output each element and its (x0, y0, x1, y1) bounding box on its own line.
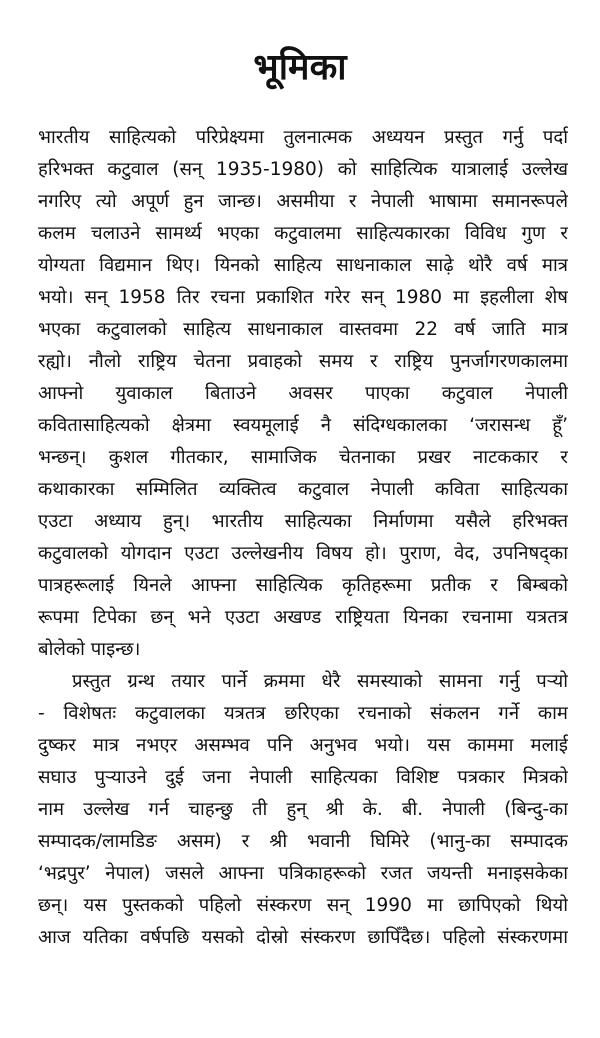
text-line: सघाउ पुऱ्याउने दुई जना नेपाली साहित्यका विशिष्ट पत्रकार मित्रको (38, 767, 568, 788)
text-line: योग्यता विद्यमान थिए। यिनको साहित्य साधनाकाल साढ़े थोरै वर्ष मात्र (38, 255, 568, 276)
text-line: भयो। सन् 1958 तिर रचना प्रकाशित गरेर सन् 1980 मा इहलीला शेष (38, 287, 568, 308)
text-line: पात्रहरूलाई यिनले आफ्ना साहित्यिक कृतिहरूमा प्रतीक र बिम्बको (38, 575, 568, 596)
paragraph-first-line: प्रस्तुत ग्रन्थ तयार पार्ने क्रममा धेरै समस्याको सामना गर्नु पऱ्यो (72, 671, 568, 692)
text-line: आफ्नो युवाकाल बिताउने अवसर पाएका कटुवाल नेपाली (38, 383, 568, 404)
text-line: ‘भद्रपुर’ नेपाल) जसले आफ्ना पत्रिकाहरूको रजत जयन्ती मनाइसकेका (38, 863, 568, 884)
text-line: कवितासाहित्यको क्षेत्रमा स्वयमूलाई नै संदिग्धकालका ‘जरासन्ध हूँ’ (38, 415, 568, 436)
paragraph-end-line: बोलेको पाइन्छ। (38, 639, 141, 660)
text-line: एउटा अध्याय हुन्। भारतीय साहित्यका निर्माणमा यसैले हरिभक्त (38, 511, 568, 532)
text-line: रह्यो। नौलो राष्ट्रिय चेतना प्रवाहको समय र राष्ट्रिय पुनर्जागरणकालमा (38, 351, 568, 372)
text-line: कथाकारका सम्मिलित व्यक्तित्व कटुवाल नेपाली कविता साहित्यका (38, 479, 568, 500)
text-line: रूपमा टिपेका छन् भने एउटा अखण्ड राष्ट्रियता यिनका रचनामा यत्रतत्र (38, 607, 568, 628)
text-line: कटुवालको योगदान एउटा उल्लेखनीय विषय हो। पुराण, वेद, उपनिषद्का (38, 543, 568, 564)
text-line: सम्पादक/लामडिङ असम) र श्री भवानी घिमिरे (भानु-का सम्पादक (38, 831, 568, 852)
preface-body (38, 122, 568, 954)
text-line: भएका कटुवालको साहित्य साधनाकाल वास्तवमा 22 वर्ष जाति मात्र (38, 319, 568, 340)
page-title: भूमिका (253, 47, 347, 88)
text-line: - विशेषतः कटुवालका यत्रतत्र छरिएका रचनाको संकलन गर्ने काम (38, 703, 568, 724)
text-line: आज यतिका वर्षपछि यसको दोस्रो संस्करण छापिँदैछ। पहिलो संस्करणमा (38, 927, 568, 948)
text-line: कलम चलाउने सामर्थ्य भएका कटुवालमा साहित्यकारका विविध गुण र (38, 223, 568, 244)
text-line: भारतीय साहित्यको परिप्रेक्ष्यमा तुलनात्मक अध्ययन प्रस्तुत गर्नु पर्दा (38, 127, 568, 148)
text-line: हरिभक्त कटुवाल (सन् 1935-1980) को साहित्यिक यात्रालाई उल्लेख (38, 159, 568, 180)
text-line: नगरिए त्यो अपूर्ण हुन जान्छ। असमीया र नेपाली भाषामा समानरूपले (38, 191, 568, 212)
text-line: भन्छन्। कुशल गीतकार, सामाजिक चेतनाका प्रखर नाटककार र (38, 447, 568, 468)
text-line: दुष्कर मात्र नभएर असम्भव पनि अनुभव भयो। यस काममा मलाई (38, 735, 568, 756)
text-line: नाम उल्लेख गर्न चाहन्छु ती हुन् श्री के. बी. नेपाली (बिन्दु-का (38, 799, 568, 820)
text-line: छन्। यस पुस्तकको पहिलो संस्करण सन् 1990 मा छापिएको थियो (38, 895, 568, 916)
